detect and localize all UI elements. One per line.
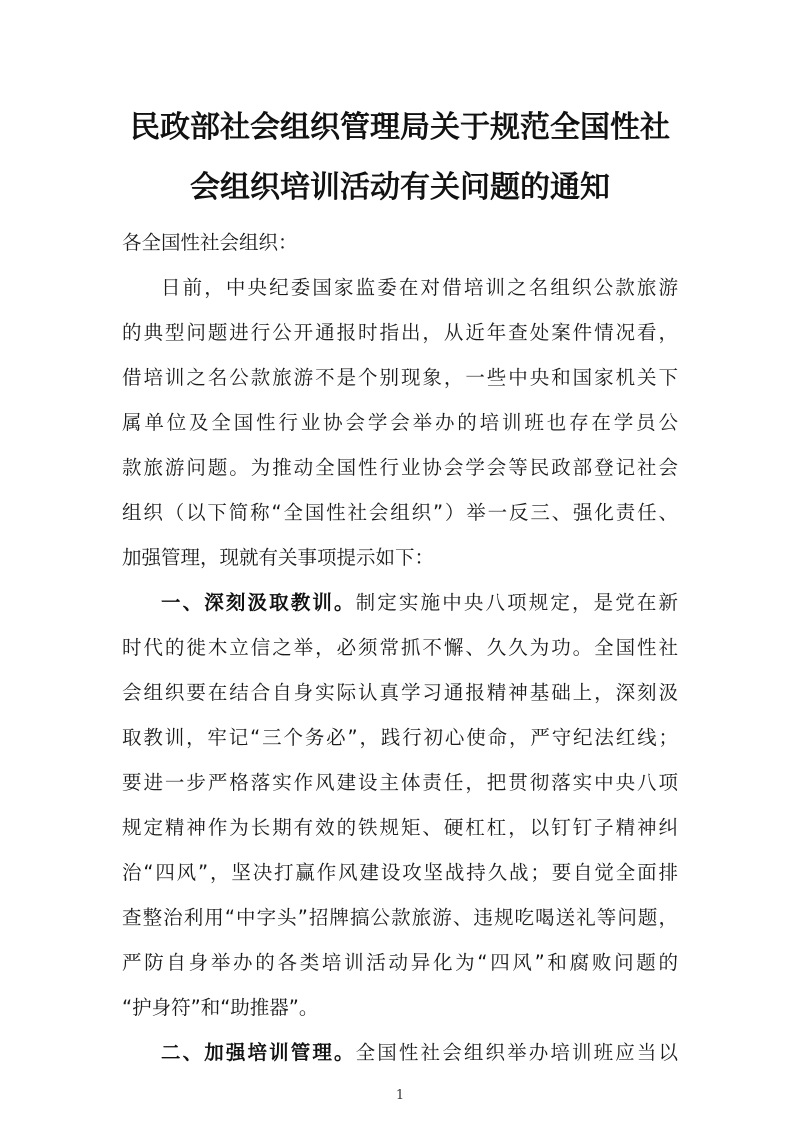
section-1-line: “护身符”和“助推器”。 <box>122 996 319 1019</box>
section-1-line: 时代的徙木立信之举，必须常抓不懈、久久为功。全国性社 <box>122 636 678 659</box>
section-1-line: 严防自身举办的各类培训活动异化为“四风”和腐败问题的 <box>122 951 678 974</box>
intro-line: 借培训之名公款旅游不是个别现象，一些中央和国家机关下 <box>122 366 678 389</box>
section-1-line: 要进一步严格落实作风建设主体责任，把贯彻落实中央八项 <box>122 771 678 794</box>
document-title-line-2: 会组织培训活动有关问题的通知 <box>190 170 610 205</box>
section-1-heading: 一、深刻汲取教训。 <box>161 591 356 614</box>
page-number: 1 <box>395 1088 405 1103</box>
section-1-first-line-text: 制定实施中央八项规定，是党在新 <box>355 591 678 614</box>
section-1-line: 取教训，牢记“三个务必”，践行初心使命，严守纪法红线； <box>122 726 678 749</box>
intro-line: 的典型问题进行公开通报时指出，从近年查处案件情况看， <box>122 321 678 344</box>
salutation: 各全国性社会组织： <box>122 231 298 254</box>
section-1-first-line <box>161 585 678 621</box>
intro-line: 日前，中央纪委国家监委在对借培训之名组织公款旅游 <box>161 276 678 299</box>
section-2-first-line <box>161 1035 678 1071</box>
section-2-heading: 二、加强培训管理。 <box>161 1041 356 1064</box>
intro-line: 加强管理，现就有关事项提示如下： <box>122 546 435 569</box>
section-1-line: 治“四风”，坚决打赢作风建设攻坚战持久战；要自觉全面排 <box>122 861 678 884</box>
document-title-line-1: 民政部社会组织管理局关于规范全国性社 <box>130 110 670 145</box>
section-1-line: 查整治利用“中字头”招牌搞公款旅游、违规吃喝送礼等问题， <box>122 906 678 929</box>
section-1-line: 规定精神作为长期有效的铁规矩、硬杠杠，以钉钉子精神纠 <box>122 816 678 839</box>
section-1-line: 会组织要在结合自身实际认真学习通报精神基础上，深刻汲 <box>122 681 678 704</box>
intro-line: 属单位及全国性行业协会学会举办的培训班也存在学员公 <box>122 411 678 434</box>
intro-line: 款旅游问题。为推动全国性行业协会学会等民政部登记社会 <box>122 456 678 479</box>
intro-line: 组织（以下简称“全国性社会组织”）举一反三、强化责任、 <box>122 501 678 524</box>
section-2-first-line-text: 全国性社会组织举办培训班应当以 <box>355 1041 678 1064</box>
